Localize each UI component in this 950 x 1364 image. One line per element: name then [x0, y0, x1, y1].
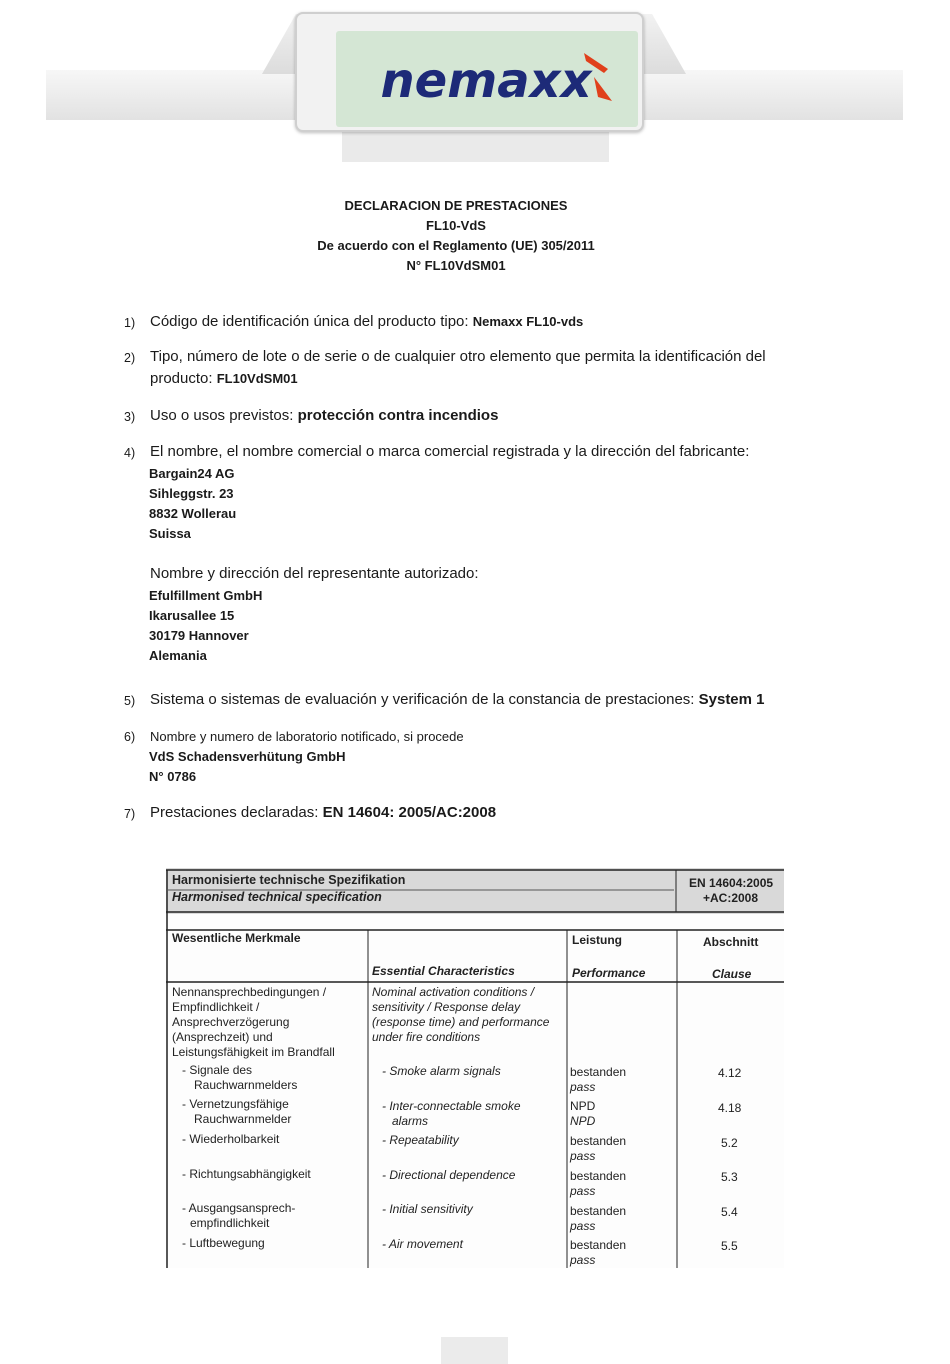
- laboratory-name: VdS Schadensverhütung GmbH: [149, 749, 346, 764]
- row-clause: 5.4: [721, 1205, 738, 1219]
- item-label: Tipo, número de lote o de serie o de cualquier otro elemento que permita la identificación del: [150, 348, 766, 365]
- address-line: Suissa: [149, 526, 191, 541]
- col-header-clause: Clause: [712, 967, 752, 981]
- row-en: - Smoke alarm signals: [382, 1064, 501, 1078]
- item-label: Sistema o sistemas de evaluación y verificación de la constancia de prestaciones:: [150, 691, 699, 708]
- item-value: System 1: [698, 691, 765, 708]
- item-number: 3): [124, 410, 136, 424]
- laboratory-number: N° 0786: [149, 769, 197, 784]
- row-en: - Inter-connectable smoke alarms: [382, 1099, 521, 1128]
- representative-address: [149, 586, 262, 666]
- row-clause: 5.2: [721, 1136, 738, 1150]
- row-clause: 5.3: [721, 1170, 738, 1184]
- item-label: Prestaciones declaradas:: [150, 804, 323, 821]
- item-value: Nemaxx FL10-vds: [472, 314, 584, 329]
- row-performance: bestanden pass: [570, 1204, 627, 1233]
- representative-label: Nombre y dirección del representante autorizado:: [150, 565, 479, 582]
- manufacturer-address: [149, 464, 236, 544]
- item-value: protección contra incendios: [297, 407, 499, 424]
- item-2: [150, 346, 830, 390]
- item-number: 2): [124, 351, 136, 365]
- item-3: [150, 405, 840, 427]
- heading-product: FL10-VdS: [426, 218, 486, 233]
- item-5: [150, 689, 840, 711]
- row-de: - Ausgangsansprech- empfindlichkeit: [182, 1201, 296, 1230]
- col-header-performance: Performance: [572, 966, 646, 980]
- row-en: - Air movement: [382, 1237, 463, 1251]
- item-label: Uso o usos previstos:: [150, 407, 298, 424]
- item-6-label: Nombre y numero de laboratorio notificado, si procede: [150, 729, 464, 744]
- address-line: Efulfillment GmbH: [149, 588, 263, 603]
- col-header-abschnitt: Abschnitt: [703, 935, 759, 949]
- spec-title-en: Harmonised technical specification: [172, 890, 382, 904]
- row-de: - Vernetzungsfähige Rauchwarnmelder: [182, 1097, 292, 1126]
- row-clause: 5.5: [721, 1239, 738, 1253]
- item-1: [150, 311, 840, 333]
- row-performance: bestanden pass: [570, 1169, 627, 1198]
- col-header-merkmale: Wesentliche Merkmale: [172, 931, 301, 945]
- page-footer-tab: [441, 1337, 508, 1364]
- item-number: 1): [124, 316, 136, 330]
- item-label: Código de identificación única del producto tipo:: [150, 313, 473, 330]
- address-line: 8832 Wollerau: [149, 506, 237, 521]
- row-de: - Wiederholbarkeit: [182, 1132, 280, 1146]
- item-number: 6): [124, 730, 136, 744]
- item-number: 4): [124, 446, 136, 460]
- address-line: Alemania: [149, 648, 207, 663]
- row-de: - Richtungsabhängigkeit: [182, 1167, 311, 1181]
- address-line: Sihleggstr. 23: [149, 486, 234, 501]
- heading-regulation: De acuerdo con el Reglamento (UE) 305/2011: [317, 238, 595, 253]
- heading-title: DECLARACION DE PRESTACIONES: [344, 198, 568, 213]
- item-4-label: El nombre, el nombre comercial o marca comercial registrada y la dirección del fabricante:: [150, 443, 750, 460]
- document-heading: [0, 196, 912, 276]
- row-clause: 4.12: [718, 1066, 742, 1080]
- row-performance: NPD NPD: [570, 1099, 596, 1128]
- row-de: - Luftbewegung: [182, 1236, 265, 1250]
- nemaxx-logo: [336, 31, 638, 127]
- row-clause: 4.18: [718, 1101, 742, 1115]
- row-en: - Repeatability: [382, 1133, 459, 1147]
- logo-text: nemaxx: [380, 53, 592, 109]
- heading-number: N° FL10VdSM01: [406, 258, 506, 273]
- spec-title-de: Harmonisierte technische Spezifikation: [172, 873, 406, 887]
- row-performance: bestanden pass: [570, 1134, 627, 1163]
- address-line: Ikarusallee 15: [149, 608, 235, 623]
- item-7: [150, 802, 840, 824]
- group-label-en: Nominal activation conditions / sensitivity / Response delay (response time) and performance under fire conditions: [372, 985, 550, 1044]
- item-value: FL10VdSM01: [216, 371, 298, 386]
- row-en: - Initial sensitivity: [382, 1202, 473, 1216]
- standard-number: EN 14604:2005: [689, 876, 774, 890]
- item-number: 7): [124, 807, 136, 821]
- standard-amendment: +AC:2008: [703, 891, 759, 905]
- group-label-de: Nennansprechbedingungen / Empfindlichkeit / Ansprechverzögerung (Ansprechzeit) und Leistungsfähigkeit im Brandfall: [172, 985, 335, 1059]
- col-header-essential: Essential Characteristics: [372, 964, 515, 978]
- row-en: - Directional dependence: [382, 1168, 516, 1182]
- item-value: EN 14604: 2005/AC:2008: [322, 804, 497, 821]
- row-performance: bestanden pass: [570, 1065, 627, 1094]
- address-line: Bargain24 AG: [149, 466, 235, 481]
- col-header-leistung: Leistung: [572, 933, 622, 947]
- row-de: - Signale des Rauchwarnmelders: [182, 1063, 298, 1092]
- item-number: 5): [124, 694, 136, 708]
- address-line: 30179 Hannover: [149, 628, 249, 643]
- scanned-specification-table: [166, 868, 784, 1268]
- laboratory: [149, 747, 345, 787]
- item-label-cont: producto:: [150, 370, 217, 387]
- row-performance: bestanden pass: [570, 1238, 627, 1267]
